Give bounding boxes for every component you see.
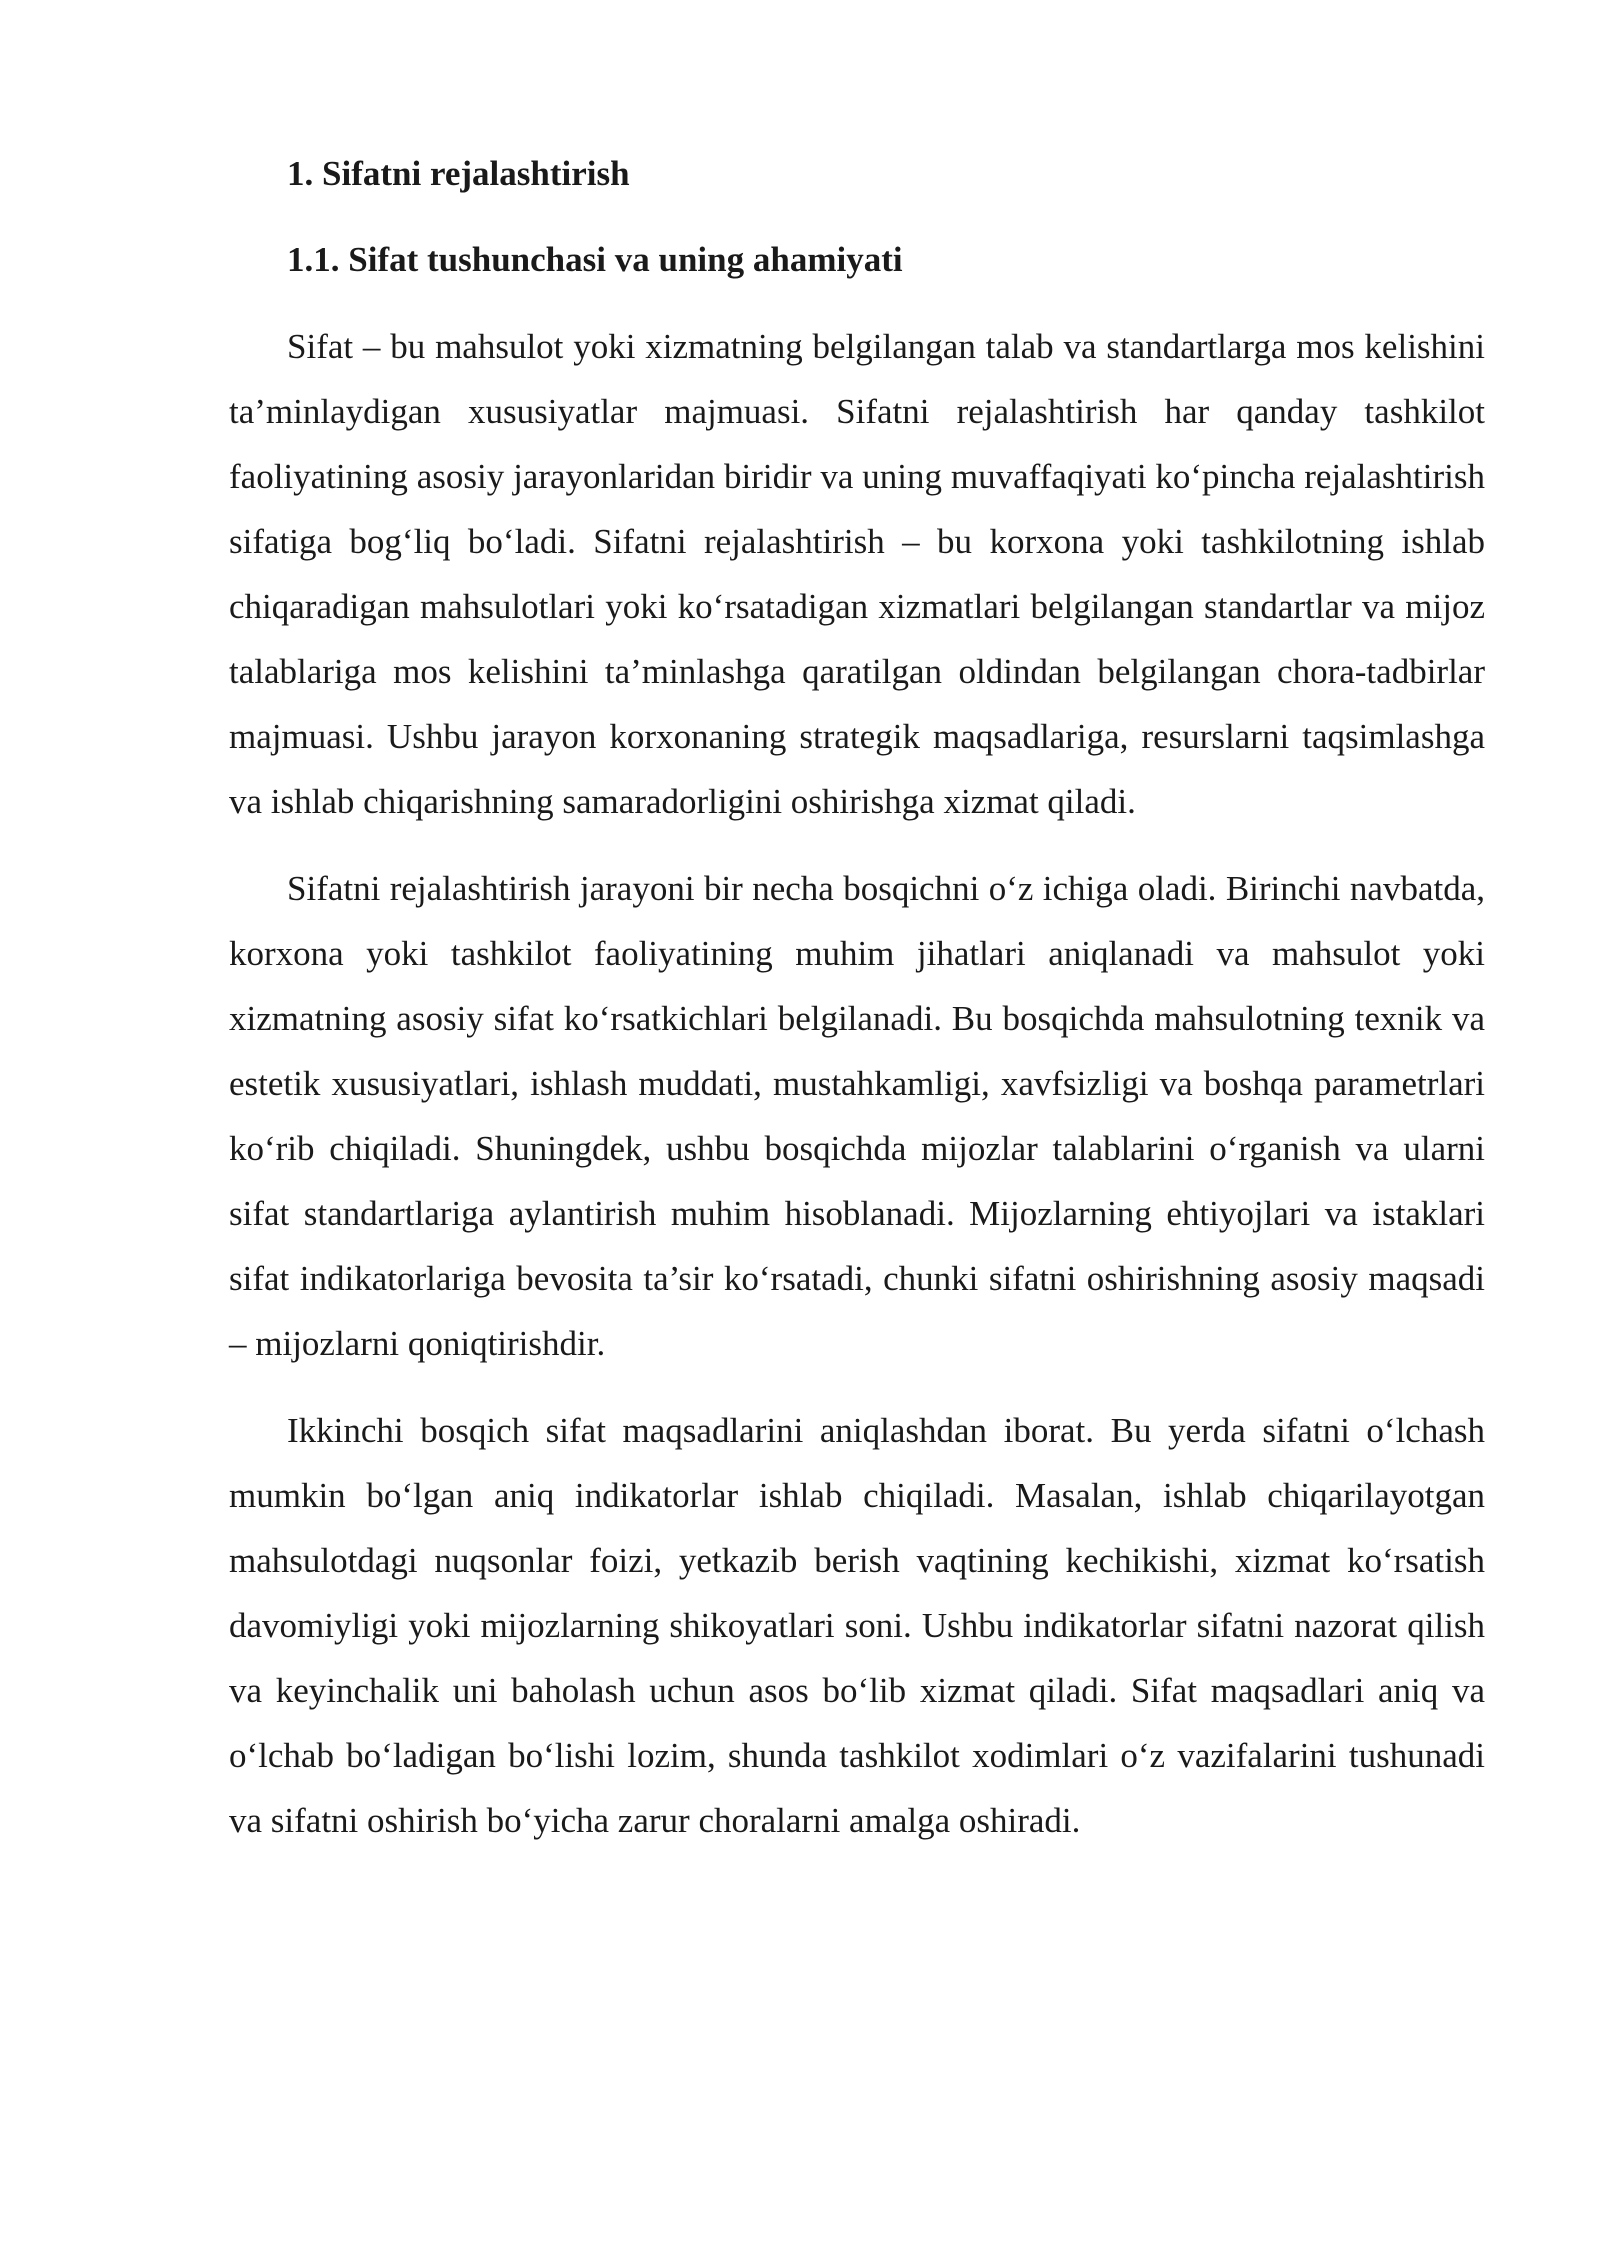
subsection-heading: 1.1. Sifat tushunchasi va uning ahamiyati xyxy=(287,240,903,279)
paragraph-3: Ikkinchi bosqich sifat maqsadlarini aniqlashdan iborat. Bu yerda sifatni o‘lchash mumkin bo‘lgan aniq indikatorlar ishlab chiqiladi. Masalan, ishlab chiqarilayotgan mahsulotdagi nuqsonlar foizi, yetkazib berish vaqtining kechikishi, xizmat ko‘rsatish davomiyligi yoki mijozlarning shikoyatlari soni. Ushbu indikatorlar sifatni nazorat qilish va keyinchalik uni baholash uchun asos bo‘lib xizmat qiladi. Sifat maqsadlari aniq va o‘lchab bo‘ladigan bo‘lishi lozim, shunda tashkilot xodimlari o‘z vazifalarini tushunadi va sifatni oshirish bo‘yicha zarur choralarni amalga oshiradi. xyxy=(229,1411,1485,1840)
document-page xyxy=(229,140,1485,1853)
paragraph-2: Sifatni rejalashtirish jarayoni bir necha bosqichni o‘z ichiga oladi. Birinchi navbatda, korxona yoki tashkilot faoliyatining muhim jihatlari aniqlanadi va mahsulot yoki xizmatning asosiy sifat ko‘rsatkichlari belgilanadi. Bu bosqichda mahsulotning texnik va estetik xususiyatlari, ishlash muddati, mustahkamligi, xavfsizligi va boshqa parametrlari ko‘rib chiqiladi. Shuningdek, ushbu bosqichda mijozlar talablarini o‘rganish va ularni sifat standartlariga aylantirish muhim hisoblanadi. Mijozlarning ehtiyojlari va istaklari sifat indikatorlariga bevosita ta’sir ko‘rsatadi, chunki sifatni oshirishning asosiy maqsadi – mijozlarni qoniqtirishdir. xyxy=(229,869,1485,1363)
section-heading: 1. Sifatni rejalashtirish xyxy=(287,154,630,193)
paragraph-1: Sifat – bu mahsulot yoki xizmatning belgilangan talab va standartlarga mos kelishini ta’minlaydigan xususiyatlar majmuasi. Sifatni rejalashtirish har qanday tashkilot faoliyatining asosiy jarayonlaridan biridir va uning muvaffaqiyati ko‘pincha rejalashtirish sifatiga bog‘liq bo‘ladi. Sifatni rejalashtirish – bu korxona yoki tashkilotning ishlab chiqaradigan mahsulotlari yoki ko‘rsatadigan xizmatlari belgilangan standartlar va mijoz talablariga mos kelishini ta’minlashga qaratilgan oldindan belgilangan chora-tadbirlar majmuasi. Ushbu jarayon korxonaning strategik maqsadlariga, resurslarni taqsimlashga va ishlab chiqarishning samaradorligini oshirishga xizmat qiladi. xyxy=(229,327,1485,821)
